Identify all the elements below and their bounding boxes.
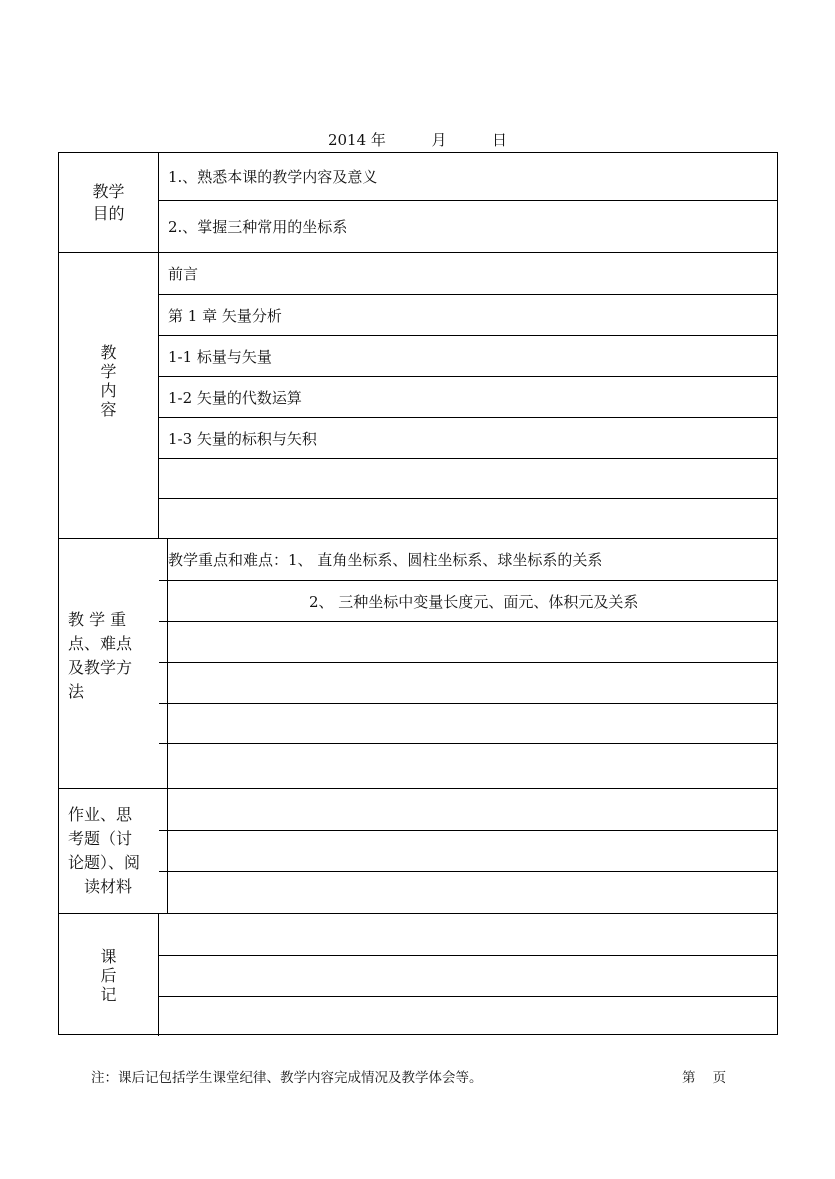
objectives-row-2: 2.、掌握三种常用的坐标系 <box>159 200 777 252</box>
homework-label-line4: 读材料 <box>84 877 133 896</box>
homework-row-2 <box>159 830 777 871</box>
date-year: 2014 年 <box>327 131 386 149</box>
section-keypoints <box>59 538 777 788</box>
keypoints-label-line4: 法 <box>68 681 85 701</box>
section-content <box>59 252 777 538</box>
notes-label-char-3: 记 <box>100 984 117 1004</box>
content-label <box>59 253 159 538</box>
keypoints-row-1: 教学重点和难点：1、 直角坐标系、圆柱坐标系、球坐标系的关系 <box>168 551 603 569</box>
page-number-label: 第 页 <box>682 1070 727 1086</box>
notes-label-char-2: 后 <box>100 965 117 985</box>
notes-row-1 <box>159 914 777 955</box>
homework-row-1 <box>159 789 777 830</box>
content-row-4: 1-2 矢量的代数运算 <box>159 376 777 417</box>
keypoints-row-2: 2、 三种坐标中变量长度元、面元、体积元及关系 <box>159 580 777 621</box>
content-row-5: 1-3 矢量的标积与矢积 <box>159 417 777 458</box>
keypoints-label-line2: 点、难点 <box>68 633 133 653</box>
keypoints-row-4 <box>159 662 777 703</box>
date-month: 月 <box>431 131 447 149</box>
keypoints-label-line3: 及教学方 <box>68 657 133 677</box>
content-label-char-2: 学 <box>100 361 117 381</box>
notes-label-char-1: 课 <box>100 946 117 966</box>
notes-row-3 <box>159 996 777 1037</box>
date-line <box>0 129 835 150</box>
content-row-1: 前言 <box>168 265 199 283</box>
content-label-char-3: 内 <box>100 380 117 400</box>
notes-label <box>59 914 159 1036</box>
homework-row-3 <box>159 871 777 914</box>
homework-label <box>59 789 168 913</box>
notes-row-2 <box>159 955 777 996</box>
content-row-7 <box>159 498 777 539</box>
objectives-label-line1: 教学 <box>92 181 125 201</box>
objectives-label <box>59 153 159 252</box>
section-objectives <box>59 153 777 252</box>
objectives-label-line2: 目的 <box>92 203 125 223</box>
keypoints-label-line1: 教 学 重 <box>68 609 127 629</box>
content-label-char-4: 容 <box>100 399 117 419</box>
content-label-char-1: 教 <box>100 342 117 362</box>
keypoints-row-3 <box>159 621 777 662</box>
content-row-2: 第 1 章 矢量分析 <box>159 294 777 335</box>
content-row-6 <box>159 458 777 498</box>
keypoints-label <box>59 539 168 788</box>
lesson-plan-table <box>58 152 778 1035</box>
section-homework <box>59 788 777 913</box>
objectives-row-1: 1.、熟悉本课的教学内容及意义 <box>168 168 378 186</box>
keypoints-row-5 <box>159 703 777 743</box>
section-notes <box>59 913 777 1036</box>
content-row-3: 1-1 标量与矢量 <box>159 335 777 376</box>
homework-label-line3: 论题）、阅 <box>68 853 141 872</box>
footer-note: 注：课后记包括学生课堂纪律、教学内容完成情况及教学体会等。 <box>91 1070 483 1086</box>
date-day: 日 <box>492 131 508 149</box>
homework-label-line1: 作业、思 <box>68 805 133 824</box>
keypoints-row-6 <box>159 743 777 789</box>
homework-label-line2: 考题（讨 <box>68 829 133 848</box>
